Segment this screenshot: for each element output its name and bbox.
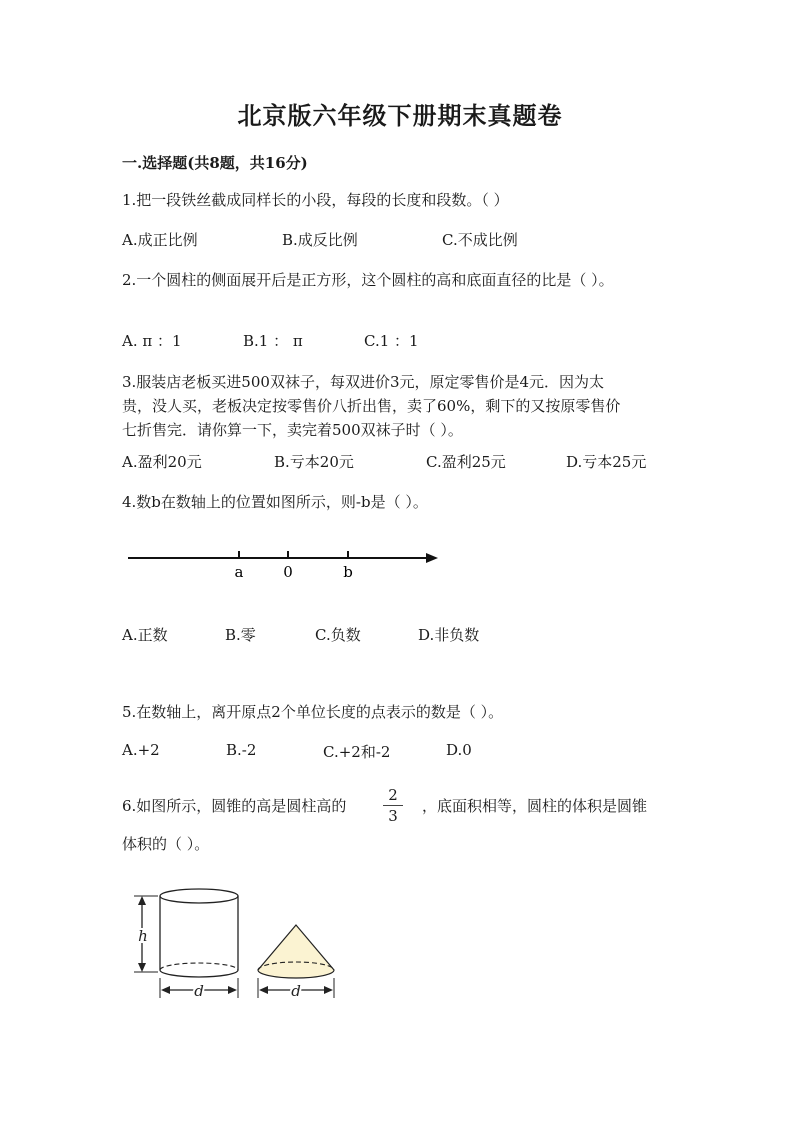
question-3-option-c: C.盈利25元	[426, 453, 506, 471]
question-1-option-b: B.成反比例	[282, 231, 358, 249]
cyl-d-arrow-left	[161, 986, 170, 994]
axis-label-0: 0	[283, 563, 293, 581]
number-line-arrowhead	[426, 553, 438, 563]
number-line-figure	[120, 540, 450, 586]
cone	[258, 925, 334, 978]
cylinder-top-ellipse	[160, 889, 238, 903]
fraction-bar	[383, 805, 403, 806]
question-5-stem: 5.在数轴上，离开原点2个单位长度的点表示的数是（ ）。	[122, 703, 504, 721]
height-label: h	[138, 927, 148, 945]
cylinder-cone-figure	[122, 886, 342, 1008]
question-5-option-d: D.0	[446, 741, 472, 759]
question-4-option-a: A.正数	[122, 626, 168, 644]
cone-d-arrow-right	[324, 986, 333, 994]
question-6-stem-line-2: 体积的（ ）。	[122, 835, 210, 853]
question-1-stem: 1.把一段铁丝截成同样长的小段，每段的长度和段数。（ ）	[122, 191, 509, 209]
question-2-stem: 2.一个圆柱的侧面展开后是正方形，这个圆柱的高和底面直径的比是（ ）。	[122, 271, 614, 289]
cone-body	[258, 925, 334, 978]
cone-diameter-label: d	[291, 982, 301, 1000]
cylinder-base-back	[160, 963, 238, 970]
height-arrow-bottom	[138, 963, 146, 972]
fraction-two-thirds	[383, 786, 403, 825]
cone-d-arrow-left	[259, 986, 268, 994]
question-2-option-a: A. π ：1	[122, 332, 182, 350]
question-2-option-b: B.1 ： π	[243, 332, 303, 350]
question-4-option-b: B.零	[225, 626, 256, 644]
cyl-d-arrow-right	[228, 986, 237, 994]
section-heading: 一.选择题(共8题，共16分)	[122, 154, 308, 172]
question-6-stem-part-1: 6.如图所示，圆锥的高是圆柱高的	[122, 797, 347, 815]
question-4-option-c: C.负数	[315, 626, 361, 644]
page-title: 北京版六年级下册期末真题卷	[237, 101, 563, 130]
question-1-option-a: A.成正比例	[122, 231, 198, 249]
question-3-option-d: D.亏本25元	[566, 453, 647, 471]
question-3-option-b: B.亏本20元	[274, 453, 354, 471]
question-3-line-3: 七折售完．请你算一下，卖完着500双袜子时（ ）。	[122, 421, 463, 439]
cylinder	[160, 889, 238, 977]
question-5-option-a: A.+2	[122, 741, 160, 759]
question-1-option-c: C.不成比例	[442, 231, 518, 249]
fraction-denominator: 3	[388, 807, 398, 825]
question-5-option-b: B.-2	[226, 741, 257, 759]
fraction-numerator: 2	[388, 786, 398, 804]
cylinder-base-front	[160, 970, 238, 977]
question-3-line-1: 3.服装店老板买进500双袜子，每双进价3元，原定零售价是4元．因为太	[122, 373, 605, 391]
question-2-option-c: C.1 ：1	[364, 332, 419, 350]
question-3-option-a: A.盈利20元	[122, 453, 202, 471]
cylinder-diameter-label: d	[194, 982, 204, 1000]
height-arrow-top	[138, 896, 146, 905]
question-5-option-c: C.+2和-2	[323, 743, 391, 761]
question-6-stem-part-2: ，底面积相等，圆柱的体积是圆锥	[422, 797, 648, 815]
axis-label-a: a	[234, 563, 244, 581]
question-4-option-d: D.非负数	[418, 626, 480, 644]
question-3-line-2: 贵，没人买，老板决定按零售价八折出售，卖了60%，剩下的又按原零售价	[122, 397, 621, 415]
axis-label-b: b	[343, 563, 353, 581]
question-4-stem: 4.数b在数轴上的位置如图所示，则-b是（ ）。	[122, 493, 428, 511]
